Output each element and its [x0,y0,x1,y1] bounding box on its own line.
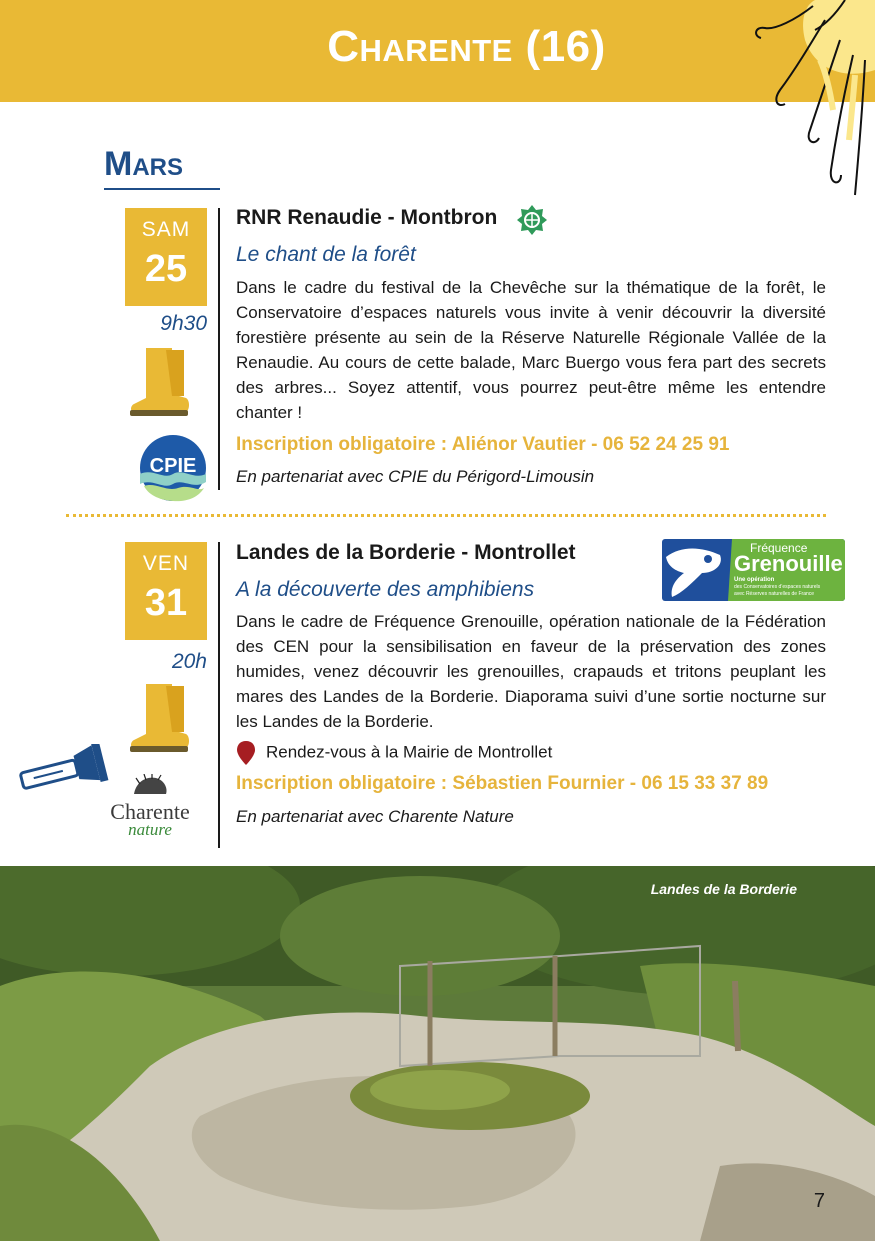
event-partner: En partenariat avec Charente Nature [236,807,514,826]
page-title: Charente (16) [327,22,606,71]
event-inscription: Inscription obligatoire : Aliénor Vautier - 06 52 24 25 91 [236,434,730,455]
event-time: 20h [171,650,207,673]
event-separator [66,514,826,517]
charente-nature-logo [95,774,205,838]
event-subtitle: A la découverte des amphibiens [236,578,535,601]
event-day-of-week: VEN [142,552,190,575]
badge-line2: Grenouille [734,551,843,576]
event-meeting-point [236,740,552,766]
photo-caption: Landes de la Borderie [650,881,797,897]
event-date-box [125,542,207,640]
badge-line1: Fréquence [750,541,808,555]
boot-icon [128,682,192,756]
reserve-icon [516,204,548,236]
hedgehog-icon [130,774,170,798]
badge-line5: avec Réserves naturelles de France [734,591,815,597]
event-day-of-week: SAM [141,218,191,241]
month-heading: Mars [104,145,183,183]
event-divider-line [218,542,220,848]
meeting-point-text: Rendez-vous à la Mairie de Montrollet [266,742,553,762]
badge-line3: Une opération [734,577,775,583]
event-inscription: Inscription obligatoire : Sébastien Fournier - 06 15 33 37 89 [236,773,769,794]
event-divider-line [218,208,220,490]
badge-line4: des Conservatoires d’espaces naturels [734,584,821,590]
event-time: 9h30 [160,312,207,335]
event-date-box [125,208,207,306]
location-pin-icon [236,740,256,766]
frequence-grenouille-badge [662,539,845,601]
event-subtitle: Le chant de la forêt [236,243,416,266]
event-day-number: 25 [144,248,188,290]
event-title: RNR Renaudie - Montbron [236,206,498,229]
event-day-number: 31 [144,582,188,624]
page-number: 7 [813,1190,825,1212]
month-underline [104,188,220,190]
cpie-logo [138,434,208,502]
sun-decoration [725,0,875,210]
event-description: Dans le cadre de Fréquence Grenouille, opération nationale de la Fédération des CEN pour la sensibilisation en faveur de la préservation des zones humides, venez découvrir les grenouilles, crapauds et tritons peuplant les mares des Landes de la Borderie. Diaporama suivi d’une sortie nocturne sur les Landes de la Borderie. [236,612,826,731]
boot-icon [128,346,192,420]
event-title: Landes de la Borderie - Montrollet [236,541,576,564]
cpie-logo-text: CPIE [149,455,197,477]
event-partner: En partenariat avec CPIE du Périgord-Limousin [236,467,595,486]
event-description: Dans le cadre du festival de la Chevêche sur la thématique de la forêt, le Conservatoire d’espaces naturels vous invite à venir découvrir la diversité forestière présente au sein de la Réserve Naturelle Régionale Vallée de la Renaudie. Au cours de cette balade, Marc Buergo vous fera part des secrets des arbres... Soyez attentif, vous pourrez peut-être même les entendre chanter ! [236,278,826,422]
landscape-photo [0,866,875,1241]
charente-logo-line1: Charente [110,799,190,824]
charente-logo-line2: nature [128,820,172,839]
